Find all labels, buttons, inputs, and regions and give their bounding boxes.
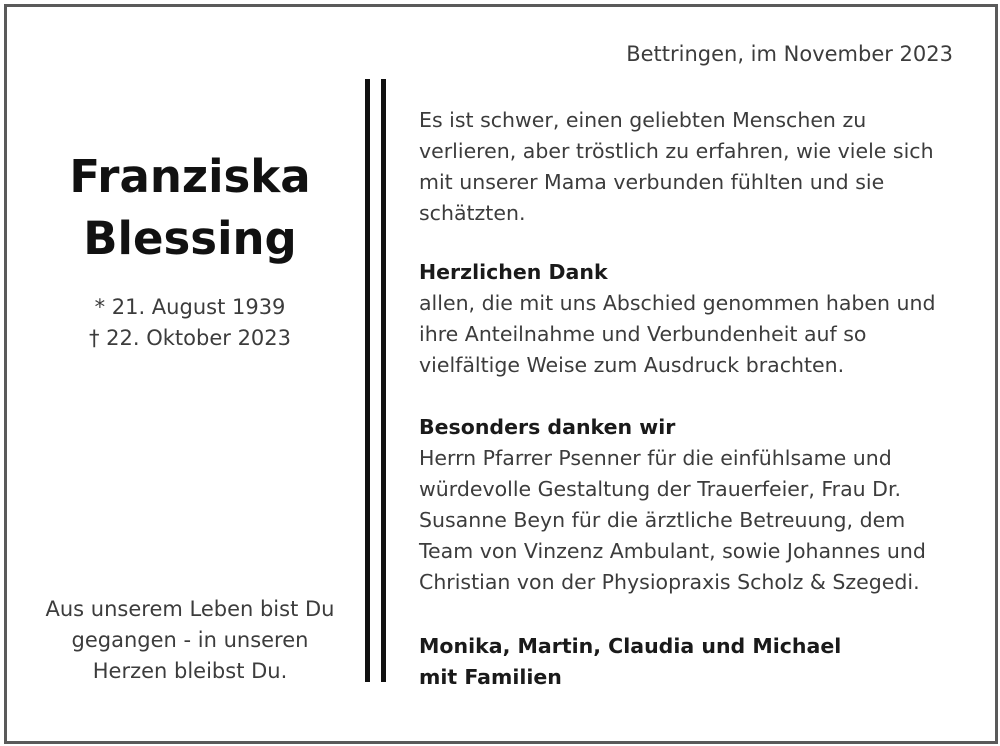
- intro-line: verlieren, aber tröstlich zu erfahren, wie viele sich: [419, 139, 934, 163]
- divider-line-right: [381, 79, 386, 682]
- special-thanks-section: [419, 412, 959, 598]
- thanks-line: ihre Anteilnahme und Verbundenheit auf so: [419, 322, 867, 346]
- signature: [419, 631, 959, 693]
- special-thanks-line: würdevolle Gestaltung der Trauerfeier, Frau Dr.: [419, 477, 902, 501]
- intro-paragraph: [419, 105, 959, 229]
- first-name: Franziska: [69, 150, 311, 203]
- intro-line: Es ist schwer, einen geliebten Menschen zu: [419, 108, 867, 132]
- signature-line: mit Familien: [419, 665, 562, 689]
- quote-line: gegangen - in unseren: [71, 628, 309, 652]
- intro-line: mit unserer Mama verbunden fühlten und sie: [419, 170, 885, 194]
- divider-line-left: [365, 79, 370, 682]
- special-thanks-line: Susanne Beyn für die ärztliche Betreuung, dem: [419, 508, 906, 532]
- special-thanks-line: Herrn Pfarrer Psenner für die einfühlsame und: [419, 446, 892, 470]
- special-thanks-heading: Besonders danken wir: [419, 415, 676, 439]
- thanks-line: allen, die mit uns Abschied genommen haben und: [419, 291, 936, 315]
- special-thanks-line: Team von Vinzenz Ambulant, sowie Johannes und: [419, 539, 926, 563]
- thanks-section: [419, 257, 959, 381]
- thanks-line: vielfältige Weise zum Ausdruck brachten.: [419, 353, 845, 377]
- life-dates: [20, 292, 360, 354]
- signature-line: Monika, Martin, Claudia und Michael: [419, 634, 842, 658]
- deceased-name: [20, 146, 360, 270]
- intro-line: schätzten.: [419, 201, 526, 225]
- last-name: Blessing: [83, 212, 297, 265]
- birth-date: * 21. August 1939: [94, 295, 286, 319]
- place-date: Bettringen, im November 2023: [626, 42, 953, 66]
- death-date: † 22. Oktober 2023: [88, 326, 292, 350]
- memorial-quote: [20, 594, 360, 687]
- quote-line: Aus unserem Leben bist Du: [45, 597, 335, 621]
- thanks-heading: Herzlichen Dank: [419, 260, 608, 284]
- quote-line: Herzen bleibst Du.: [92, 659, 288, 683]
- special-thanks-line: Christian von der Physiopraxis Scholz & Szegedi.: [419, 570, 920, 594]
